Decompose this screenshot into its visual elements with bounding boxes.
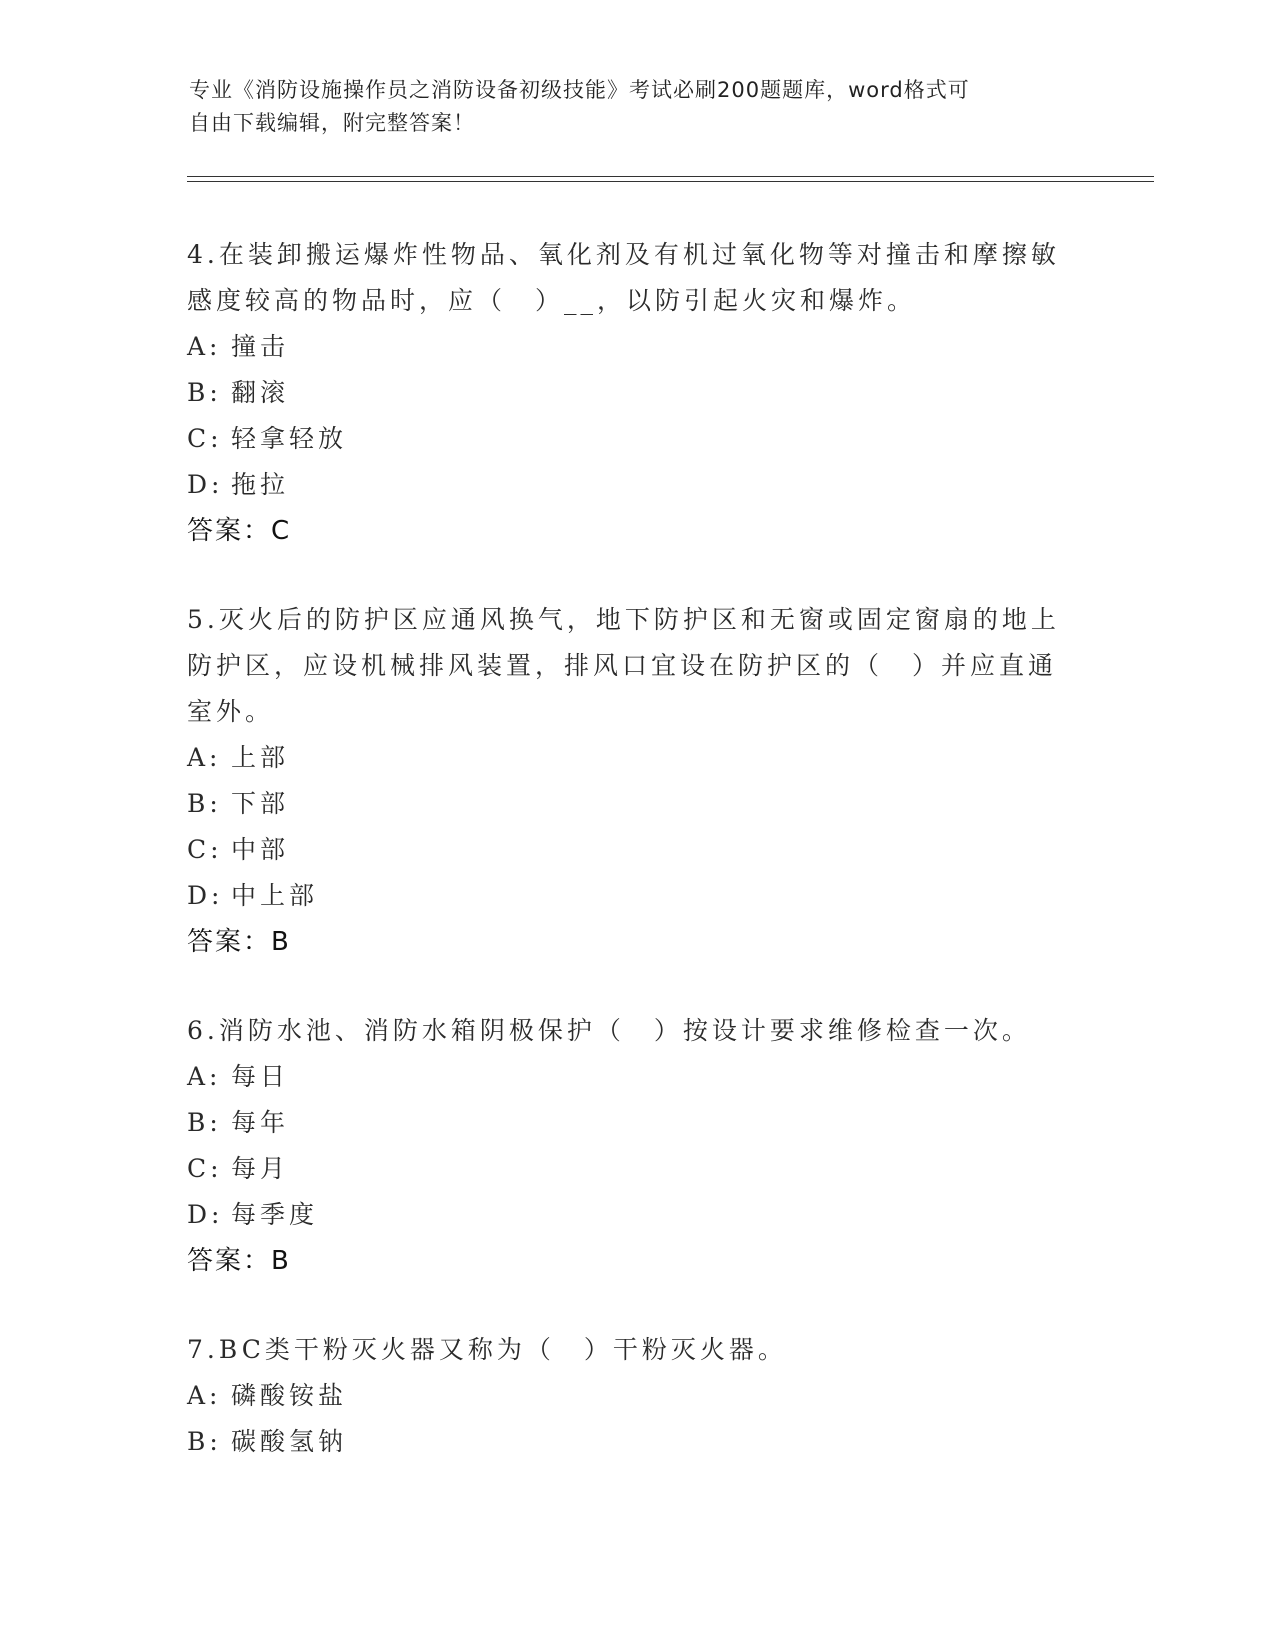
option-text: 每月 — [231, 1154, 290, 1183]
option-a — [187, 1373, 1067, 1419]
document-header — [189, 74, 1089, 140]
option-key: C: — [187, 1154, 223, 1183]
option-key: D: — [187, 470, 224, 499]
option-text: 上部 — [231, 743, 290, 772]
option-b — [187, 1100, 1067, 1146]
option-text: 碳酸氢钠 — [231, 1427, 348, 1456]
question-list — [187, 232, 1067, 1508]
option-key: D: — [187, 1200, 224, 1229]
option-b — [187, 781, 1067, 827]
option-key: B: — [187, 789, 222, 818]
option-key: A: — [187, 1381, 222, 1410]
option-text: 翻滚 — [231, 378, 290, 407]
option-text: 轻拿轻放 — [231, 424, 348, 453]
answer-line: 答案：C — [187, 516, 292, 546]
question-6 — [187, 1008, 1067, 1284]
question-stem: 5.灭火后的防护区应通风换气，地下防护区和无窗或固定窗扇的地上防护区，应设机械排风装置，排风口宜设在防护区的（ ）并应直通室外。 — [187, 605, 1060, 726]
option-text: 拖拉 — [231, 470, 290, 499]
option-text: 磷酸铵盐 — [231, 1381, 348, 1410]
header-line-1: 专业《消防设施操作员之消防设备初级技能》考试必刷200题题库，word格式可 — [189, 78, 970, 102]
option-key: A: — [187, 743, 222, 772]
option-text: 撞击 — [231, 332, 290, 361]
option-key: B: — [187, 1108, 222, 1137]
option-text: 每日 — [231, 1062, 290, 1091]
option-a — [187, 735, 1067, 781]
header-divider-top — [187, 176, 1154, 177]
option-b — [187, 1419, 1067, 1465]
question-4 — [187, 232, 1067, 554]
question-5 — [187, 597, 1067, 965]
option-d — [187, 873, 1067, 919]
option-d — [187, 462, 1067, 508]
option-a — [187, 324, 1067, 370]
question-7 — [187, 1327, 1067, 1465]
question-stem: 4.在装卸搬运爆炸性物品、氧化剂及有机过氧化物等对撞击和摩擦敏感度较高的物品时，应（ ）__，以防引起火灾和爆炸。 — [187, 240, 1060, 315]
option-c — [187, 827, 1067, 873]
question-stem: 7.BC类干粉灭火器又称为（ ）干粉灭火器。 — [187, 1335, 787, 1364]
option-key: C: — [187, 424, 223, 453]
option-key: D: — [187, 881, 224, 910]
option-text: 下部 — [231, 789, 290, 818]
option-b — [187, 370, 1067, 416]
option-c — [187, 1146, 1067, 1192]
option-d — [187, 1192, 1067, 1238]
option-key: C: — [187, 835, 223, 864]
option-text: 每季度 — [231, 1200, 319, 1229]
option-key: B: — [187, 1427, 222, 1456]
answer-line: 答案：B — [187, 927, 291, 957]
answer-line: 答案：B — [187, 1246, 291, 1276]
option-key: A: — [187, 332, 222, 361]
header-divider-bottom — [187, 181, 1154, 182]
option-a — [187, 1054, 1067, 1100]
option-key: A: — [187, 1062, 222, 1091]
option-key: B: — [187, 378, 222, 407]
question-stem: 6.消防水池、消防水箱阴极保护（ ）按设计要求维修检查一次。 — [187, 1016, 1031, 1045]
option-c — [187, 416, 1067, 462]
option-text: 中上部 — [231, 881, 319, 910]
option-text: 中部 — [231, 835, 290, 864]
header-line-2: 自由下载编辑，附完整答案！ — [189, 111, 475, 135]
option-text: 每年 — [231, 1108, 290, 1137]
